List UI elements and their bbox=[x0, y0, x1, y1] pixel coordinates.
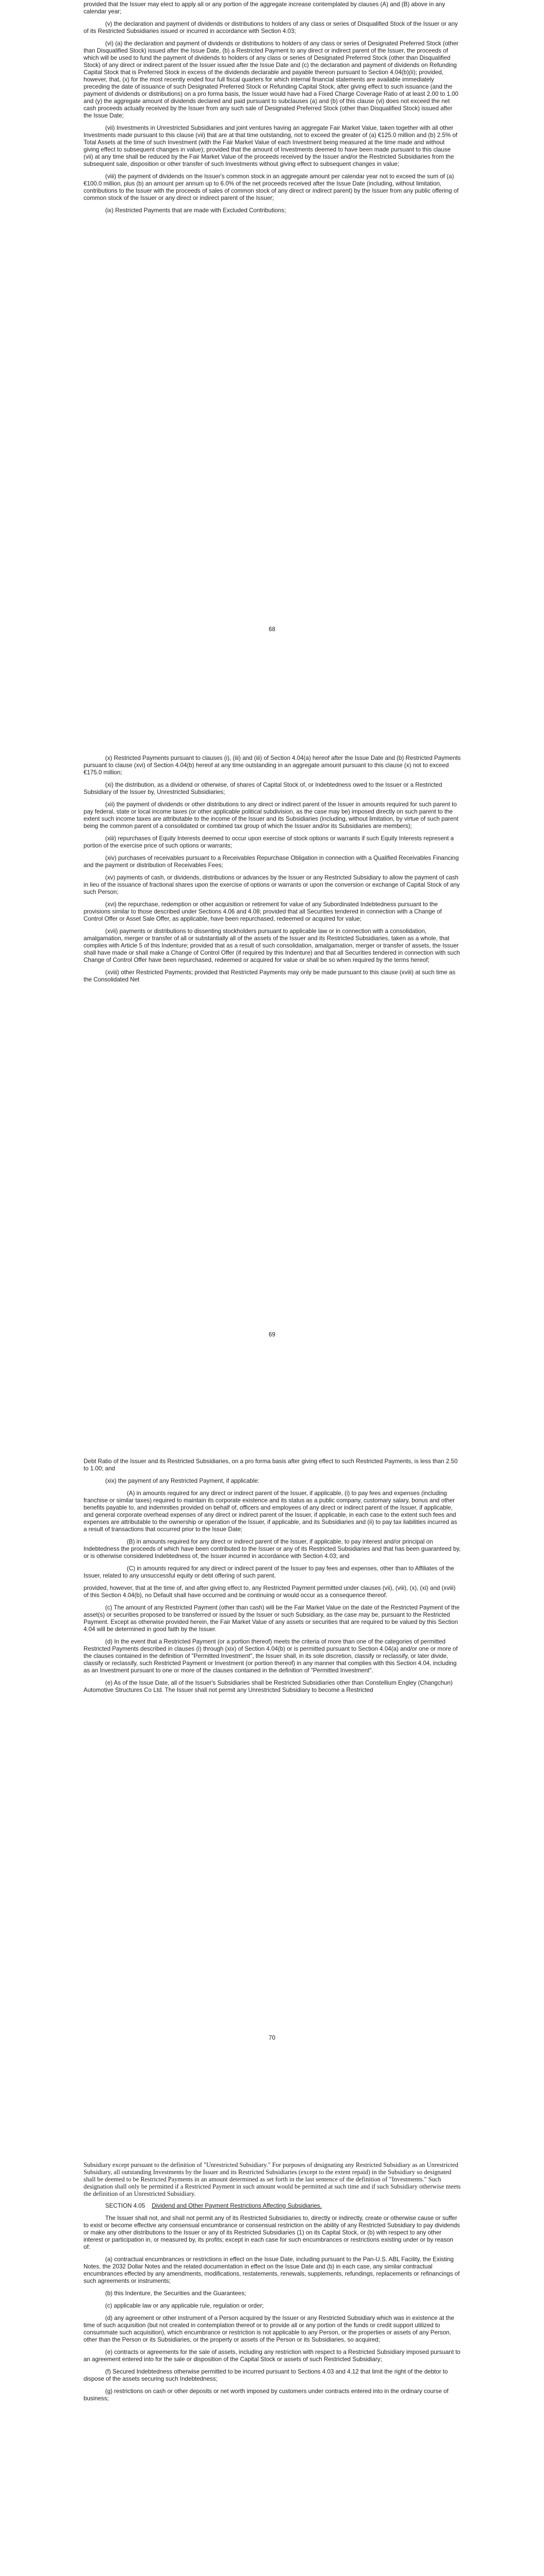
clause-xix: (xix) the payment of any Restricted Payment, if applicable: bbox=[105, 1478, 259, 1484]
proviso: provided, however, that at the time of, and after giving effect to, any Restricted Payment permitted under clauses (vii), (viii), (x), (xi) and (xviii) of this Section 4.04(b), no Default shall have occurred and be continuing or would occur as a consequence thereof. bbox=[84, 1585, 456, 1599]
clause-viii: (viii) the payment of dividends on the Issuer's common stock in an aggregate amount per calendar year not to exceed the sum of (a) €100.0 million, plus (b) an amount per annum up to 6.0% of the net proceeds received after the Issue Date (including, without limitation, contributions to the Issuer with the proceeds of sales of common stock of any direct or indirect parent) by the Issuer from any public offering of common stock of the Issuer or any direct or indirect parent of the Issuer; bbox=[84, 173, 459, 201]
subclause-a: (A) in amounts required for any direct or indirect parent of the Issuer, if applicable, (i) to pay fees and expenses (including franchise or similar taxes) required to maintain its corporate existence and its status as a public company, customary salary, bonus and other benefits payable to, and indemnities provided on behalf of, officers and employees of any direct or indirect parent of the Issuer, if applicable, and general corporate overhead expenses of any direct or indirect parent of the Issuer, if applicable, in each case to the extent such fees and expenses are attributable to the ownership or operation of the Issuer, if applicable, and its Subsidiaries and (ii) to pay tax liabilities incurred as a result of transactions that occurred prior to the Issue Date; bbox=[84, 1490, 457, 1533]
clause-vii: (vii) Investments in Unrestricted Subsidiaries and joint ventures having an aggregate Fair Market Value, taken together with all other Investments made pursuant to this clause (vii) that are at that time outstanding, not to exceed the greater of (a) €125.0 million and (b) 2.5% of Total Assets at the time of such Investment (with the Fair Market Value of each Investment being measured at the time made and without giving effect to subsequent changes in value); provided that the amount of Investments deemed to have been made pursuant to this clause (vii) at any time shall be reduced by the Fair Market Value of the proceeds received by the Issuer and/or the Restricted Subsidiaries from the subsequent sale, disposition or other transfer of such Investments without giving effect to subsequent changes in value; bbox=[84, 125, 458, 167]
page-body bbox=[84, 755, 461, 989]
paragraph-d: (d) In the event that a Restricted Payment (or a portion thereof) meets the criteria of more than one of the categories of permitted Restricted Payments described in clauses (i) through (xix) of Section 4.04(b) or is permitted pursuant to Section 4.04(a) and/or one or more of the clauses contained in the definition of "Permitted Investment", the Issuer shall, in its sole discretion, classify or reclassify, or later divide, classify or reclassify, such Restricted Payment or Investment (or portion thereof) in any manner that complies with this Section 4.04, including as an Investment pursuant to one or more of the clauses contained in the definition of "Permitted Investment". bbox=[84, 1638, 458, 1674]
clause-b: (b) this Indenture, the Securities and the Guarantees; bbox=[105, 2290, 246, 2297]
paragraph: Debt Ratio of the Issuer and its Restricted Subsidiaries, on a pro forma basis after giving effect to such Restricted Payments, is less than 2.50 to 1.00; and bbox=[84, 1458, 458, 1472]
clause-xvi: (xvi) the repurchase, redemption or other acquisition or retirement for value of any Subordinated Indebtedness pursuant to the provisions similar to those described under Sections 4.06 and 4.08; provided that all Securities tendered in connection with a Change of Control Offer or Asset Sale Offer, as applicable, have been repurchased, redeemed or acquired for value; bbox=[84, 901, 442, 922]
subclause-b: (B) in amounts required for any direct or indirect parent of the Issuer, if applicable, to pay interest and/or principal on Indebtedness the proceeds of which have been contributed to the Issuer or any of its Restricted Subsidiaries and that has been guaranteed by, or is otherwise considered Indebtedness of, the Issuer incurred in accordance with Section 4.03; and bbox=[84, 1538, 461, 1560]
paragraph: provided that the Issuer may elect to apply all or any portion of the aggregate increase contemplated by clauses (A) and (B) above in any calendar year; bbox=[84, 1, 446, 15]
clause-g: (g) restrictions on cash or other deposits or net worth imposed by customers under contracts entered into in the ordinary course of business; bbox=[84, 2388, 449, 2402]
clause-c: (c) applicable law or any applicable rule, regulation or order; bbox=[105, 2302, 264, 2309]
clause-v: (v) the declaration and payment of dividends or distributions to holders of any class or series of Disqualified Stock of the Issuer or any of its Restricted Subsidiaries issued or incurred in accordance with Section 4.03; bbox=[84, 21, 458, 35]
subclause-c: (C) in amounts required for any direct or indirect parent of the Issuer to pay fees and expenses, other than to Affiliates of the Issuer, related to any unsuccessful equity or debt offering of such parent. bbox=[84, 1565, 454, 1579]
paragraph: Subsidiary except pursuant to the definition of "Unrestricted Subsidiary." For purposes of designating any Restricted Subsidiary as an Unrestricted Subsidiary, all outstanding Investments by the Issuer and its Restricted Subsidiaries (except to the extent repaid) in the Subsidiary so designated shall be deemed to be Restricted Payments in an amount determined as set forth in the last sentence of the definition of "Investments." Such designation shall only be permitted if a Restricted Payment in such amount would be permitted at such time and if such Subsidiary otherwise meets the definition of an Unrestricted Subsidiary. bbox=[84, 2161, 461, 2197]
clause-xv: (xv) payments of cash, or dividends, distributions or advances by the Issuer or any Restricted Subsidiary to allow the payment of cash in lieu of the issuance of fractional shares upon the exercise of options or warrants or upon the conversion or exchange of Capital Stock of any such Person; bbox=[84, 874, 460, 895]
clause-xii: (xii) the payment of dividends or other distributions to any direct or indirect parent of the Issuer in amounts required for such parent to pay federal, state or local income taxes (or other applicable political subdivision, as the case may be) imposed directly on such parent to the extent such income taxes are attributable to the income of the Issuer and its Subsidiaries (including, without limitation, by virtue of such parent being the common parent of a consolidated or combined tax group of which the Issuer and/or its Subsidiaries are members); bbox=[84, 801, 458, 829]
clause-d: (d) any agreement or other instrument of a Person acquired by the Issuer or any Restricted Subsidiary which was in existence at the time of such acquisition (but not created in contemplation thereof or to provide all or any portion of the funds or credit support utilized to consummate such acquisition), which encumbrance or restriction is not applicable to any Person, or the properties or assets of any Person, other than the Person or its Subsidiaries, or the property or assets of the Person or its Subsidiaries, so acquired; bbox=[84, 2315, 454, 2343]
clause-vi: (vi) (a) the declaration and payment of dividends or distributions to holders of any class or series of Designated Preferred Stock (other than Disqualified Stock) issued after the Issue Date, (b) a Restricted Payment to any direct or indirect parent of the Issuer, the proceeds of which will be used to fund the payment of dividends to holders of any class or series of Designated Preferred Stock (other than Disqualified Stock) of any direct or indirect parent of the Issuer issued after the Issue Date and (c) the declaration and payment of dividends on Refunding Capital Stock that is Preferred Stock in excess of the dividends declarable and payable thereon pursuant to Section 4.04(b)(ii); provided, however, that, (x) for the most recently ended four full fiscal quarters for which internal financial statements are available immediately preceding the date of issuance of such Designated Preferred Stock or Refunding Capital Stock, after giving effect to such issuance (and the payment of dividends or distributions) on a pro forma basis, the Issuer would have had a Fixed Charge Coverage Ratio of at least 2.00 to 1.00 and (y) the aggregate amount of dividends declared and paid pursuant to subclauses (a) and (b) of this clause (vi) does not exceed the net cash proceeds actually received by the Issuer from any such sale of Designated Preferred Stock (other than Disqualified Stock) issued after the Issue Date; bbox=[84, 40, 459, 119]
clause-a: (a) contractual encumbrances or restrictions in effect on the Issue Date, including pursuant to the Pan-U.S. ABL Facility, the Existing Notes, the 2032 Dollar Notes and the related documentation in effect on the Issue Date and (b) in each case, any similar contractual encumbrances effected by any amendments, modifications, restatements, renewals, supplements, refundings, replacements or refinancings of such agreements or instruments; bbox=[84, 2256, 460, 2284]
clause-f: (f) Secured Indebtedness otherwise permitted to be incurred pursuant to Sections 4.03 and 4.12 that limit the right of the debtor to dispose of the assets securing such Indebtedness; bbox=[84, 2368, 448, 2382]
page-69 bbox=[0, 703, 544, 1406]
page-70 bbox=[0, 1406, 544, 2110]
paragraph-e: (e) As of the Issue Date, all of the Issuer's Subsidiaries shall be Restricted Subsidiaries other than Constellium Engley (Changchun) Automotive Structures Co Ltd. The Issuer shall not permit any Unrestricted Subsidiary to become a Restricted bbox=[84, 1680, 453, 1693]
page-number: 69 bbox=[269, 1331, 275, 1338]
page-number: 70 bbox=[269, 2035, 275, 2041]
clause-x: (x) Restricted Payments pursuant to clauses (i), (iii) and (iii) of Section 4.04(a) hereof after the Issue Date and (b) Restricted Payments pursuant to clause (xvi) of Section 4.04(b) hereof at any time outstanding in an aggregate amount pursuant to this clause (x) not to exceed €175.0 million; bbox=[84, 755, 461, 776]
clause-xviii: (xviii) other Restricted Payments; provided that Restricted Payments may only be made pursuant to this clause (xviii) at such time as the Consolidated Net bbox=[84, 969, 456, 983]
paragraph: The Issuer shall not, and shall not permit any of its Restricted Subsidiaries to, directly or indirectly, create or otherwise cause or suffer to exist or become effective any consensual encumbrance or consensual restriction on the ability of any Restricted Subsidiary to pay dividends or make any other distributions to the Issuer or any of its Restricted Subsidiaries (1) on its Capital Stock, or (b) with respect to any other interest or participation in, or measured by, its profits; except in each case for such encumbrances or restrictions existing under or by reason of: bbox=[84, 2215, 460, 2250]
page-body bbox=[84, 2161, 461, 2408]
clause-xiii: (xiii) repurchases of Equity Interests deemed to occur upon exercise of stock options or warrants if such Equity Interests represent a portion of the exercise price of such options or warrants; bbox=[84, 835, 454, 849]
section-number: SECTION 4.05 bbox=[105, 2202, 145, 2209]
clause-ix: (ix) Restricted Payments that are made with Excluded Contributions; bbox=[105, 207, 286, 214]
page-body bbox=[84, 1, 461, 219]
section-title: Dividend and Other Payment Restrictions Affecting Subsidiaries. bbox=[152, 2202, 322, 2209]
clause-xvii: (xvii) payments or distributions to dissenting stockholders pursuant to applicable law or in connection with a consolidation, amalgamation, merger or transfer of all or substantially all of the assets of the Issuer and its Restricted Subsidiaries, taken as a whole, that complies with Article 5 of this Indenture; provided that as a result of such consolidation, amalgamation, merger or transfer of assets, the Issuer shall have made or shall make a Change of Control Offer (if required by this Indenture) and that all Securities tendered in connection with such Change of Control Offer have been repurchased, redeemed or acquired for value or shall be so when required by the terms hereof; bbox=[84, 928, 460, 963]
page-number: 68 bbox=[269, 626, 275, 633]
page-68 bbox=[0, 0, 544, 703]
clause-xi: (xi) the distribution, as a dividend or otherwise, of shares of Capital Stock of, or Indebtedness owed to the Issuer or a Restricted Subsidiary of the Issuer by, Unrestricted Subsidiaries; bbox=[84, 782, 442, 795]
section-heading bbox=[84, 2202, 461, 2210]
page-body bbox=[84, 1458, 461, 1699]
clause-xiv: (xiv) purchases of receivables pursuant to a Receivables Repurchase Obligation in connection with a Qualified Receivables Financing and the payment or distribution of Receivables Fees; bbox=[84, 855, 459, 869]
paragraph-c: (c) The amount of any Restricted Payment (other than cash) will be the Fair Market Value on the date of the Restricted Payment of the asset(s) or securities proposed to be transferred or issued by the Issuer or such Subsidiary, as the case may be, pursuant to the Restricted Payment. Except as otherwise provided herein, the Fair Market Value of any assets or securities that are required to be valued by this Section 4.04 will be determined in good faith by the Issuer. bbox=[84, 1604, 460, 1633]
page-71 bbox=[0, 2110, 544, 2576]
clause-e: (e) contracts or agreements for the sale of assets, including any restriction with respect to a Restricted Subsidiary imposed pursuant to an agreement entered into for the sale or disposition of the Capital Stock or assets of such Restricted Subsidiary; bbox=[84, 2349, 460, 2363]
